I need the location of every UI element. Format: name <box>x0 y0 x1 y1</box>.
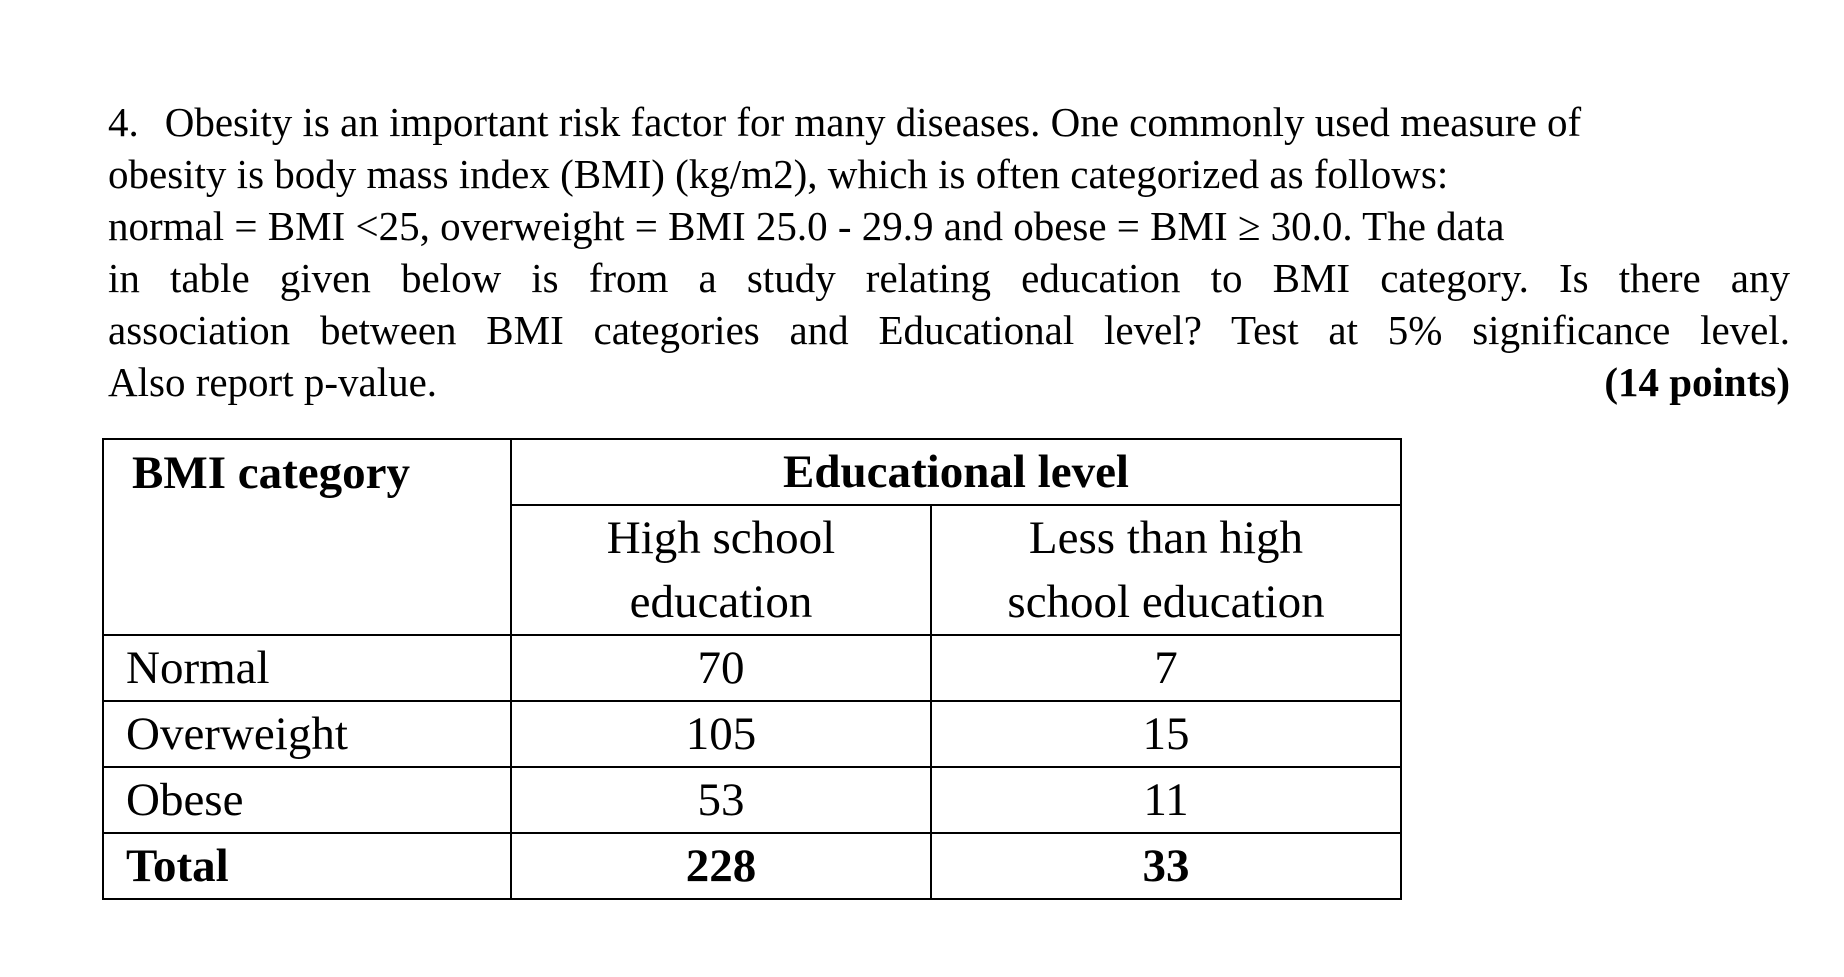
cell-overweight-less-than-high-school: 15 <box>931 701 1401 767</box>
question-line-6-text: Also report p-value. <box>108 359 438 405</box>
table-row <box>103 635 1401 701</box>
table-row <box>103 767 1401 833</box>
question-line-3: normal = BMI <25, overweight = BMI 25.0 - 29.9 and obese = BMI ≥ 30.0. The data <box>108 203 1505 249</box>
question-line-6 <box>108 356 1790 408</box>
table-row <box>103 701 1401 767</box>
cell-obese-high-school: 53 <box>511 767 931 833</box>
col-header-high-school: High school education <box>511 505 931 635</box>
cell-obese-less-than-high-school: 11 <box>931 767 1401 833</box>
bmi-category-header: BMI category <box>103 439 511 635</box>
cell-total-high-school: 228 <box>511 833 931 899</box>
question-number: 4. <box>108 99 139 145</box>
table-header-row <box>103 439 1401 505</box>
question-line-4: in table given below is from a study relating education to BMI category. Is there any <box>108 255 1790 301</box>
points-label: (14 points) <box>1604 359 1790 405</box>
question-line-5: association between BMI categories and Educational level? Test at 5% significance level. <box>108 307 1790 353</box>
row-label-total: Total <box>103 833 511 899</box>
row-label-obese: Obese <box>103 767 511 833</box>
cell-total-less-than-high-school: 33 <box>931 833 1401 899</box>
cell-overweight-high-school: 105 <box>511 701 931 767</box>
row-label-normal: Normal <box>103 635 511 701</box>
question-text <box>108 96 1790 408</box>
col-header-less-than-high-school: Less than high school education <box>931 505 1401 635</box>
cell-normal-high-school: 70 <box>511 635 931 701</box>
bmi-education-table <box>102 438 1402 900</box>
educational-level-header: Educational level <box>511 439 1401 505</box>
row-label-overweight: Overweight <box>103 701 511 767</box>
table-total-row <box>103 833 1401 899</box>
question-line-1: 4. Obesity is an important risk factor for many diseases. One commonly used measure of <box>108 99 1582 145</box>
cell-normal-less-than-high-school: 7 <box>931 635 1401 701</box>
question-line-2: obesity is body mass index (BMI) (kg/m2), which is often categorized as follows: <box>108 151 1449 197</box>
